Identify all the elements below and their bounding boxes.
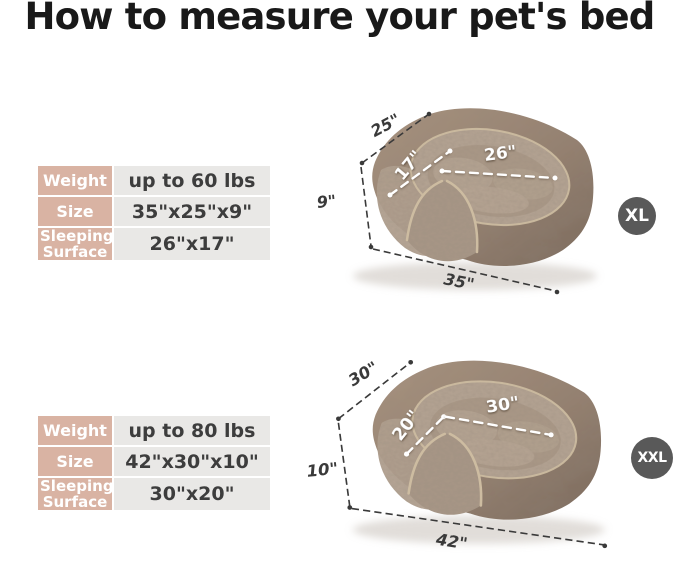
top-edge-dimension-label: 25" (367, 109, 404, 141)
bottom-dimension-label: 42" (434, 529, 469, 554)
pet-bed-photo (353, 361, 605, 544)
spec-value-sleeping-surface: 30"x20" (114, 478, 270, 510)
inner-length-dimension-label: 30" (484, 393, 521, 419)
table-row (38, 416, 270, 445)
table-row (38, 197, 270, 226)
xl-bed-image (295, 78, 605, 308)
size-badge-xl: XL (618, 197, 656, 235)
spec-value-sleeping-surface: 26"x17" (114, 228, 270, 260)
inner-width-dimension-label: 20" (388, 406, 425, 445)
height-dimension-label: 9" (315, 191, 338, 212)
height-dimension-label: 10" (305, 458, 340, 481)
size-badge-xxl: XXL (631, 437, 673, 479)
spec-label-sleeping-surface: Sleeping Surface (40, 477, 114, 511)
table-row (38, 478, 270, 510)
spec-table-xl (36, 164, 272, 262)
table-row (38, 447, 270, 476)
spec-label-size: Size (38, 197, 112, 226)
spec-table-xxl (36, 414, 272, 512)
top-edge-dimension-label: 30" (344, 357, 382, 390)
spec-label-sleeping-surface: Sleeping Surface (40, 227, 114, 261)
table-row (38, 228, 270, 260)
page-title: How to measure your pet's bed (24, 0, 655, 38)
spec-value-weight: up to 80 lbs (114, 416, 270, 445)
inner-length-dimension-label: 26" (483, 142, 518, 166)
spec-value-weight: up to 60 lbs (114, 166, 270, 195)
xxl-bed-image (293, 330, 613, 562)
spec-label-weight: Weight (38, 166, 112, 195)
spec-value-size: 35"x25"x9" (114, 197, 270, 226)
inner-width-dimension-label: 17" (391, 146, 428, 185)
pet-bed-photo (353, 108, 597, 290)
spec-label-weight: Weight (38, 416, 112, 445)
spec-value-size: 42"x30"x10" (114, 447, 270, 476)
bottom-dimension-label: 35" (442, 269, 476, 294)
spec-label-size: Size (38, 447, 112, 476)
table-row (38, 166, 270, 195)
